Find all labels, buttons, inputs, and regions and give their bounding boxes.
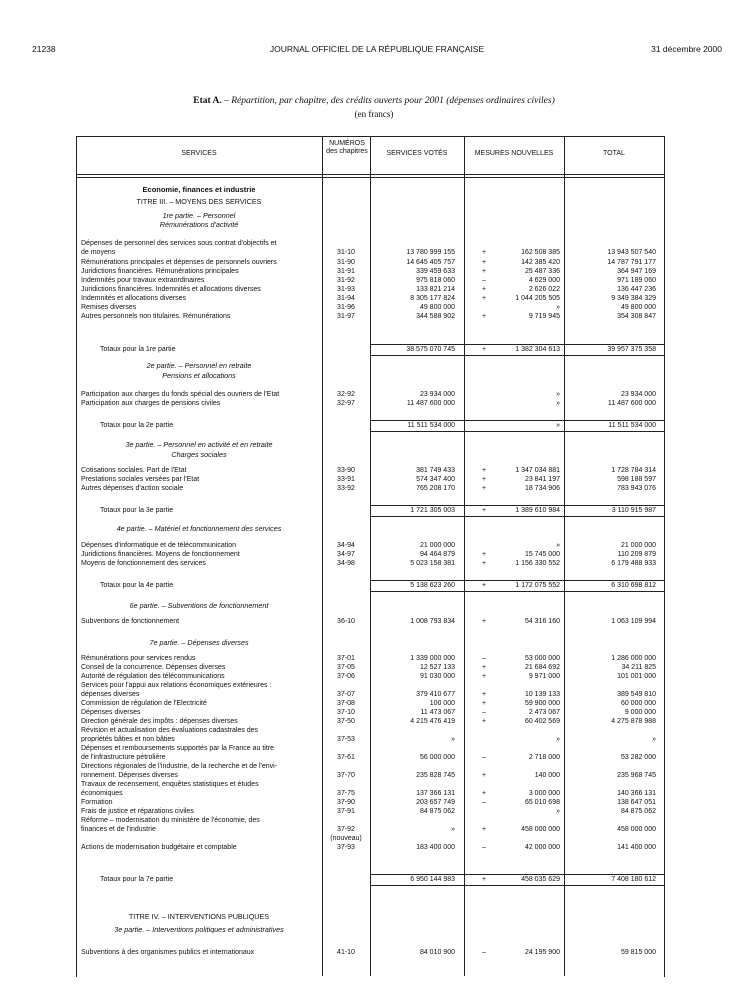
mesures-nouvelles-value: 24 195 900 (524, 949, 560, 956)
chapter-number: 31-93 (337, 286, 355, 293)
table-row (76, 484, 665, 494)
sign-value: + (481, 618, 487, 625)
chapter-label: Travaux de recensement, enquêtes statistiques et études (81, 781, 259, 788)
chapter-number: 32-97 (337, 400, 355, 407)
services-votes-value: » (451, 826, 455, 833)
chapter-label: Totaux pour la 2e partie (100, 422, 174, 429)
part-heading: 2e partie. – Personnel en retraite (146, 361, 252, 370)
chapter-label: Frais de justice et réparations civiles (81, 808, 194, 815)
sign-value: + (481, 826, 487, 833)
part-heading: 3e partie. – Personnel en activité et en retraite (125, 440, 273, 449)
chapter-label: Rémunérations pour services rendus (81, 655, 196, 662)
chapter-number: 41-10 (337, 949, 355, 956)
sign-value: – (482, 949, 486, 956)
services-votes-value: 235 828 745 (416, 772, 455, 779)
mesures-nouvelles-value: 60 402 569 (524, 718, 560, 725)
total-box (564, 420, 664, 432)
chapter-number: 37-91 (337, 808, 355, 815)
chapter-number: 37-70 (337, 772, 355, 779)
col-header-votes: SERVICES VOTÉS (386, 150, 448, 157)
services-votes-value: 84 010 900 (419, 949, 455, 956)
sign-value: + (481, 485, 487, 492)
total-value: 138 647 051 (617, 799, 656, 806)
chapter-label: Indemnités et allocations diverses (81, 295, 187, 302)
chapter-label: Juridictions financières. Indemnités et allocations diverses (81, 286, 261, 293)
chapter-label: Totaux pour la 3e partie (100, 507, 174, 514)
sign-value: + (481, 476, 487, 483)
header-rule (76, 174, 665, 175)
total-value: 971 189 060 (617, 277, 656, 284)
mesures-nouvelles-value: 142 385 420 (521, 259, 560, 266)
credits-table (76, 136, 665, 976)
services-votes-value: 381 749 433 (416, 467, 455, 474)
total-box (370, 420, 464, 432)
chapter-number: 33-90 (337, 467, 355, 474)
total-value: 11 511 534 000 (608, 422, 656, 429)
services-votes-value: 1 339 000 000 (410, 655, 455, 662)
chapter-number: 34-98 (337, 560, 355, 567)
chapter-number: 31-96 (337, 304, 355, 311)
services-votes-value: » (451, 736, 455, 743)
chapter-label: Totaux pour la 7e partie (100, 876, 174, 883)
services-votes-value: 339 459 633 (416, 268, 455, 275)
mesures-nouvelles-value: » (556, 542, 560, 549)
col-header-total: TOTAL (603, 150, 625, 157)
services-votes-value: 4 215 476 419 (410, 718, 455, 725)
sign-value: + (481, 507, 487, 514)
chapter-number: 31-94 (337, 295, 355, 302)
chapter-label: Juridictions financières. Rémunérations principales (81, 268, 239, 275)
document-title (0, 96, 748, 106)
mesures-nouvelles-value: 458 000 000 (521, 826, 560, 833)
chapter-number: 37-50 (337, 718, 355, 725)
chapter-label: de moyens (81, 249, 116, 256)
sign-value: – (482, 799, 486, 806)
total-value: 235 968 745 (617, 772, 656, 779)
total-value: 1 728 784 314 (611, 467, 656, 474)
table-row (76, 617, 665, 627)
chapter-number: 37-75 (337, 790, 355, 797)
chapter-label: Indemnités pour travaux extraordinaires (81, 277, 205, 284)
mesures-nouvelles-value: 1 156 330 552 (515, 560, 560, 567)
total-value: 4 275 878 988 (611, 718, 656, 725)
services-votes-value: 23 934 000 (419, 391, 455, 398)
services-votes-value: 574 347 400 (416, 476, 455, 483)
chapter-label: Juridictions financières. Moyens de fonctionnement (81, 551, 240, 558)
chapter-label: Cotisations sociales. Part de l'Etat (81, 467, 187, 474)
mesures-nouvelles-value: 2 718 000 (528, 754, 560, 761)
sign-value: + (481, 346, 487, 353)
titre-heading: TITRE III. – MOYENS DES SERVICES (136, 197, 262, 206)
services-votes-value: 84 875 062 (419, 808, 455, 815)
services-votes-value: 11 487 600 000 (406, 400, 455, 407)
chapter-number: 31-97 (337, 313, 355, 320)
chapter-number: 33-92 (337, 485, 355, 492)
chapter-label: Prestations sociales versées par l'Etat (81, 476, 200, 483)
total-value: 84 875 062 (620, 808, 656, 815)
chapter-number: 37-05 (337, 664, 355, 671)
chapter-number: 37-01 (337, 655, 355, 662)
services-votes-value: 1 721 305 003 (410, 507, 455, 514)
services-votes-value: 137 366 131 (416, 790, 455, 797)
total-value: 110 209 879 (617, 551, 656, 558)
services-votes-value: 6 950 144 983 (410, 876, 455, 883)
mesures-nouvelles-value: 53 000 000 (524, 655, 560, 662)
chapter-number: 37-07 (337, 691, 355, 698)
chapter-label: propriétés bâties et non bâties (81, 736, 175, 743)
services-votes-value: 13 780 999 155 (406, 249, 455, 256)
table-row (76, 248, 665, 258)
services-votes-value: 11 511 534 000 (407, 422, 455, 429)
sign-value: + (481, 286, 487, 293)
sign-value: + (481, 467, 487, 474)
chapter-number: 37-08 (337, 700, 355, 707)
chapter-label: Autorité de régulation des télécommunications (81, 673, 225, 680)
chapter-label: Participation aux charges du fonds spécial des ouvriers de l'Etat (81, 391, 280, 398)
titre-heading: TITRE IV. – INTERVENTIONS PUBLIQUES (128, 912, 270, 921)
chapter-label: Autres personnels non titulaires. Rémunérations (81, 313, 231, 320)
chapter-label: Subventions de fonctionnement (81, 618, 180, 625)
chapter-number: 37-06 (337, 673, 355, 680)
mesures-nouvelles-value: 18 734 906 (524, 485, 560, 492)
sign-value: + (481, 664, 487, 671)
mesures-nouvelles-value: 140 000 (534, 772, 560, 779)
total-value: 9 349 384 329 (611, 295, 656, 302)
sign-value: – (482, 754, 486, 761)
issue-date: 31 décembre 2000 (651, 44, 722, 54)
total-box (564, 874, 664, 886)
sign-value: + (481, 560, 487, 567)
chapter-label: Révision et actualisation des évaluations cadastrales des (81, 727, 259, 734)
chapter-label: Subventions à des organismes publics et internationaux (81, 949, 255, 956)
part-subheading: Pensions et allocations (162, 371, 236, 380)
mesures-nouvelles-value: 54 316 160 (524, 618, 560, 625)
total-value: 3 110 915 987 (611, 507, 656, 514)
table-row (76, 399, 665, 409)
chapter-label: Commission de régulation de l'Electricité (81, 700, 207, 707)
sign-value: + (481, 249, 487, 256)
services-votes-value: 344 588 902 (416, 313, 455, 320)
chapter-label: Formation (81, 799, 113, 806)
mesures-nouvelles-value: 4 629 000 (528, 277, 560, 284)
total-value: 364 947 169 (617, 268, 656, 275)
ministry-heading: Economie, finances et industrie (142, 185, 256, 194)
total-value: 59 815 000 (620, 949, 656, 956)
sign-value: – (482, 844, 486, 851)
mesures-nouvelles-value: 3 000 000 (528, 790, 560, 797)
mesures-nouvelles-value: 9 971 000 (528, 673, 560, 680)
services-votes-value: 14 645 405 757 (406, 259, 455, 266)
services-votes-value: 38 575 070 745 (406, 346, 455, 353)
chapter-label: Services pour l'appui aux relations économiques extérieures : (81, 682, 272, 689)
part-heading: 3e partie. – Interventions politiques et administratives (114, 925, 284, 934)
services-votes-value: 94 464 879 (419, 551, 455, 558)
chapter-label: Actions de modernisation budgétaire et comptable (81, 844, 237, 851)
total-value: 13 943 507 540 (607, 249, 656, 256)
part-heading: 4e partie. – Matériel et fonctionnement des services (116, 524, 282, 533)
mesures-nouvelles-value: 2 473 067 (528, 709, 560, 716)
part-subheading: Charges sociales (171, 450, 227, 459)
chapter-number: 37-61 (337, 754, 355, 761)
sign-value: + (481, 718, 487, 725)
title-text: – Répartition, par chapitre, des crédits ouverts pour 2001 (dépenses ordinaires civiles) (224, 96, 555, 106)
chapter-number: 34-97 (337, 551, 355, 558)
services-votes-value: 1 008 793 834 (410, 618, 455, 625)
part-heading: 6e partie. – Subventions de fonctionnement (129, 601, 269, 610)
total-box (370, 344, 464, 356)
chapter-label: Conseil de la concurrence. Dépenses diverses (81, 664, 226, 671)
chapter-label: Participation aux charges de pensions civiles (81, 400, 221, 407)
header-rule (76, 177, 665, 178)
mesures-nouvelles-value: » (556, 304, 560, 311)
services-votes-value: 100 000 (429, 700, 455, 707)
sign-value: – (482, 709, 486, 716)
chapter-label: Dépenses et remboursements supportés par la France au titre (81, 745, 274, 752)
total-value: 21 000 000 (620, 542, 656, 549)
page-number: 21238 (32, 44, 56, 54)
services-votes-value: 203 657 749 (416, 799, 455, 806)
total-value: 49 800 000 (620, 304, 656, 311)
mesures-nouvelles-value: » (556, 400, 560, 407)
total-value: 6 179 488 933 (611, 560, 656, 567)
total-value: 141 400 000 (617, 844, 656, 851)
mesures-nouvelles-value: 65 010 698 (524, 799, 560, 806)
chapter-label: Dépenses d'informatique et de télécommunication (81, 542, 237, 549)
total-value: 11 487 600 000 (607, 400, 656, 407)
total-box (564, 580, 664, 592)
services-votes-value: 91 030 000 (419, 673, 455, 680)
total-box (464, 874, 564, 886)
total-value: 140 366 131 (617, 790, 656, 797)
sign-value: + (481, 772, 487, 779)
col-header-mesures: MESURES NOUVELLES (474, 150, 554, 157)
mesures-nouvelles-value: 458 035 629 (521, 876, 560, 883)
mesures-nouvelles-value: 25 487 336 (524, 268, 560, 275)
mesures-nouvelles-value: 2 626 022 (528, 286, 560, 293)
chapter-number: 34-94 (337, 542, 355, 549)
chapter-label: Autres dépenses d'action sociale (81, 485, 184, 492)
title-label: Etat A. (193, 96, 222, 106)
mesures-nouvelles-value: » (556, 391, 560, 398)
part-subheading: Rémunérations d'activité (159, 220, 239, 229)
services-votes-value: 21 000 000 (419, 542, 455, 549)
total-box (464, 505, 564, 517)
total-value: » (652, 736, 656, 743)
chapter-number: 36-10 (337, 618, 355, 625)
mesures-nouvelles-value: 1 389 610 984 (515, 507, 560, 514)
chapter-number: 32-92 (337, 391, 355, 398)
services-votes-value: 49 800 000 (419, 304, 455, 311)
mesures-nouvelles-value: 23 841 197 (524, 476, 560, 483)
chapter-number: 37-53 (337, 736, 355, 743)
total-box (464, 344, 564, 356)
part-heading: 7e partie. – Dépenses diverses (149, 638, 249, 647)
chapter-number: 37-92 (337, 826, 355, 833)
col-header-services: SERVICES (181, 150, 217, 157)
chapter-label: Dépenses diverses (81, 709, 141, 716)
total-box (370, 874, 464, 886)
total-box (564, 344, 664, 356)
sign-value: + (481, 268, 487, 275)
chapter-label: dépenses diverses (81, 691, 140, 698)
total-value: 354 308 847 (617, 313, 656, 320)
page-header (32, 44, 722, 58)
chapter-number: 33-91 (337, 476, 355, 483)
chapter-label: Directions régionales de l'industrie, de la recherche et de l'envi- (81, 763, 278, 770)
mesures-nouvelles-value: » (556, 736, 560, 743)
services-votes-value: 765 208 170 (416, 485, 455, 492)
mesures-nouvelles-value: 59 900 000 (524, 700, 560, 707)
chapter-number: 37-10 (337, 709, 355, 716)
total-box (564, 505, 664, 517)
total-value: 101 001 000 (617, 673, 656, 680)
unit-note: (en francs) (354, 109, 394, 119)
chapter-label: Réforme – modernisation du ministère de l'économie, des (81, 817, 260, 824)
chapter-label: ronnement. Dépenses diverses (81, 772, 178, 779)
mesures-nouvelles-value: 9 719 945 (528, 313, 560, 320)
sign-value: + (481, 295, 487, 302)
table-row (76, 843, 665, 853)
total-value: 783 943 076 (617, 485, 656, 492)
chapter-number: 37-90 (337, 799, 355, 806)
mesures-nouvelles-value: 42 000 000 (524, 844, 560, 851)
services-votes-value: 12 527 133 (419, 664, 455, 671)
services-votes-value: 5 023 158 381 (410, 560, 455, 567)
table-row (76, 948, 665, 958)
total-box (370, 580, 464, 592)
chapter-number: (nouveau) (330, 835, 362, 842)
chapter-label: Remises diverses (81, 304, 137, 311)
services-votes-value: 133 821 214 (416, 286, 455, 293)
chapter-label: de l'infrastructure pétrolière (81, 754, 166, 761)
chapter-label: Totaux pour la 1re partie (100, 346, 176, 353)
chapter-label: Totaux pour la 4e partie (100, 582, 174, 589)
sign-value: + (481, 582, 487, 589)
chapter-label: Rémunérations principales et dépenses de personnels ouvriers (81, 259, 277, 266)
total-value: 39 957 375 358 (607, 346, 656, 353)
sign-value: + (481, 876, 487, 883)
total-value: 23 934 000 (620, 391, 656, 398)
services-votes-value: 183 400 000 (416, 844, 455, 851)
col-header-chapitres: NUMÉROS des chapitres (326, 140, 368, 155)
sign-value: – (482, 655, 486, 662)
mesures-nouvelles-value: 1 382 304 613 (515, 346, 560, 353)
mesures-nouvelles-value: 10 139 133 (524, 691, 560, 698)
chapter-label: finances et de l'industrie (81, 826, 156, 833)
total-value: 136 447 236 (617, 286, 656, 293)
services-votes-value: 56 000 000 (419, 754, 455, 761)
services-votes-value: 11 473 067 (420, 709, 455, 716)
mesures-nouvelles-value: 21 684 692 (524, 664, 560, 671)
mesures-nouvelles-value: 1 347 034 881 (515, 467, 560, 474)
chapter-label: Direction générale des impôts : dépenses diverses (81, 718, 238, 725)
total-box (464, 580, 564, 592)
chapter-label: Dépenses de personnel des services sous contrat d'objectifs et (81, 240, 277, 247)
chapter-number: 31-92 (337, 277, 355, 284)
sign-value: – (482, 277, 486, 284)
total-value: 9 000 000 (624, 709, 656, 716)
total-box (464, 420, 564, 432)
mesures-nouvelles-value: 1 172 075 552 (515, 582, 560, 589)
sign-value: + (481, 551, 487, 558)
services-votes-value: 379 410 677 (416, 691, 455, 698)
mesures-nouvelles-value: 1 044 205 505 (515, 295, 560, 302)
total-value: 6 310 698 812 (611, 582, 656, 589)
total-value: 1 063 109 994 (611, 618, 656, 625)
total-box (370, 505, 464, 517)
sign-value: + (481, 691, 487, 698)
chapter-label: Moyens de fonctionnement des services (81, 560, 206, 567)
sign-value: + (481, 259, 487, 266)
table-row (76, 559, 665, 569)
mesures-nouvelles-value: 162 508 385 (521, 249, 560, 256)
services-votes-value: 5 138 623 260 (410, 582, 455, 589)
services-votes-value: 8 305 177 824 (410, 295, 455, 302)
total-value: 389 549 810 (617, 691, 656, 698)
services-votes-value: 975 818 060 (416, 277, 455, 284)
total-value: 458 000 000 (617, 826, 656, 833)
chapter-number: 31-10 (337, 249, 355, 256)
total-value: 7 408 180 612 (611, 876, 656, 883)
sign-value: + (481, 313, 487, 320)
chapter-number: 31-90 (337, 259, 355, 266)
sign-value: + (481, 673, 487, 680)
chapter-number: 37-93 (337, 844, 355, 851)
mesures-nouvelles-value: » (556, 422, 560, 429)
mesures-nouvelles-value: 15 745 000 (524, 551, 560, 558)
chapter-label: économiques (81, 790, 123, 797)
sign-value: + (481, 700, 487, 707)
total-value: 1 286 000 000 (611, 655, 656, 662)
sign-value: + (481, 790, 487, 797)
table-row (76, 312, 665, 322)
chapter-number: 31-91 (337, 268, 355, 275)
total-value: 60 000 000 (620, 700, 656, 707)
total-value: 34 211 825 (621, 664, 656, 671)
total-value: 14 787 791 177 (607, 259, 656, 266)
total-value: 598 188 597 (617, 476, 656, 483)
journal-title: JOURNAL OFFICIEL DE LA RÉPUBLIQUE FRANÇAISE (269, 44, 485, 54)
total-value: 53 282 000 (620, 754, 656, 761)
mesures-nouvelles-value: » (556, 808, 560, 815)
part-heading: 1re partie. – Personnel (162, 211, 236, 220)
